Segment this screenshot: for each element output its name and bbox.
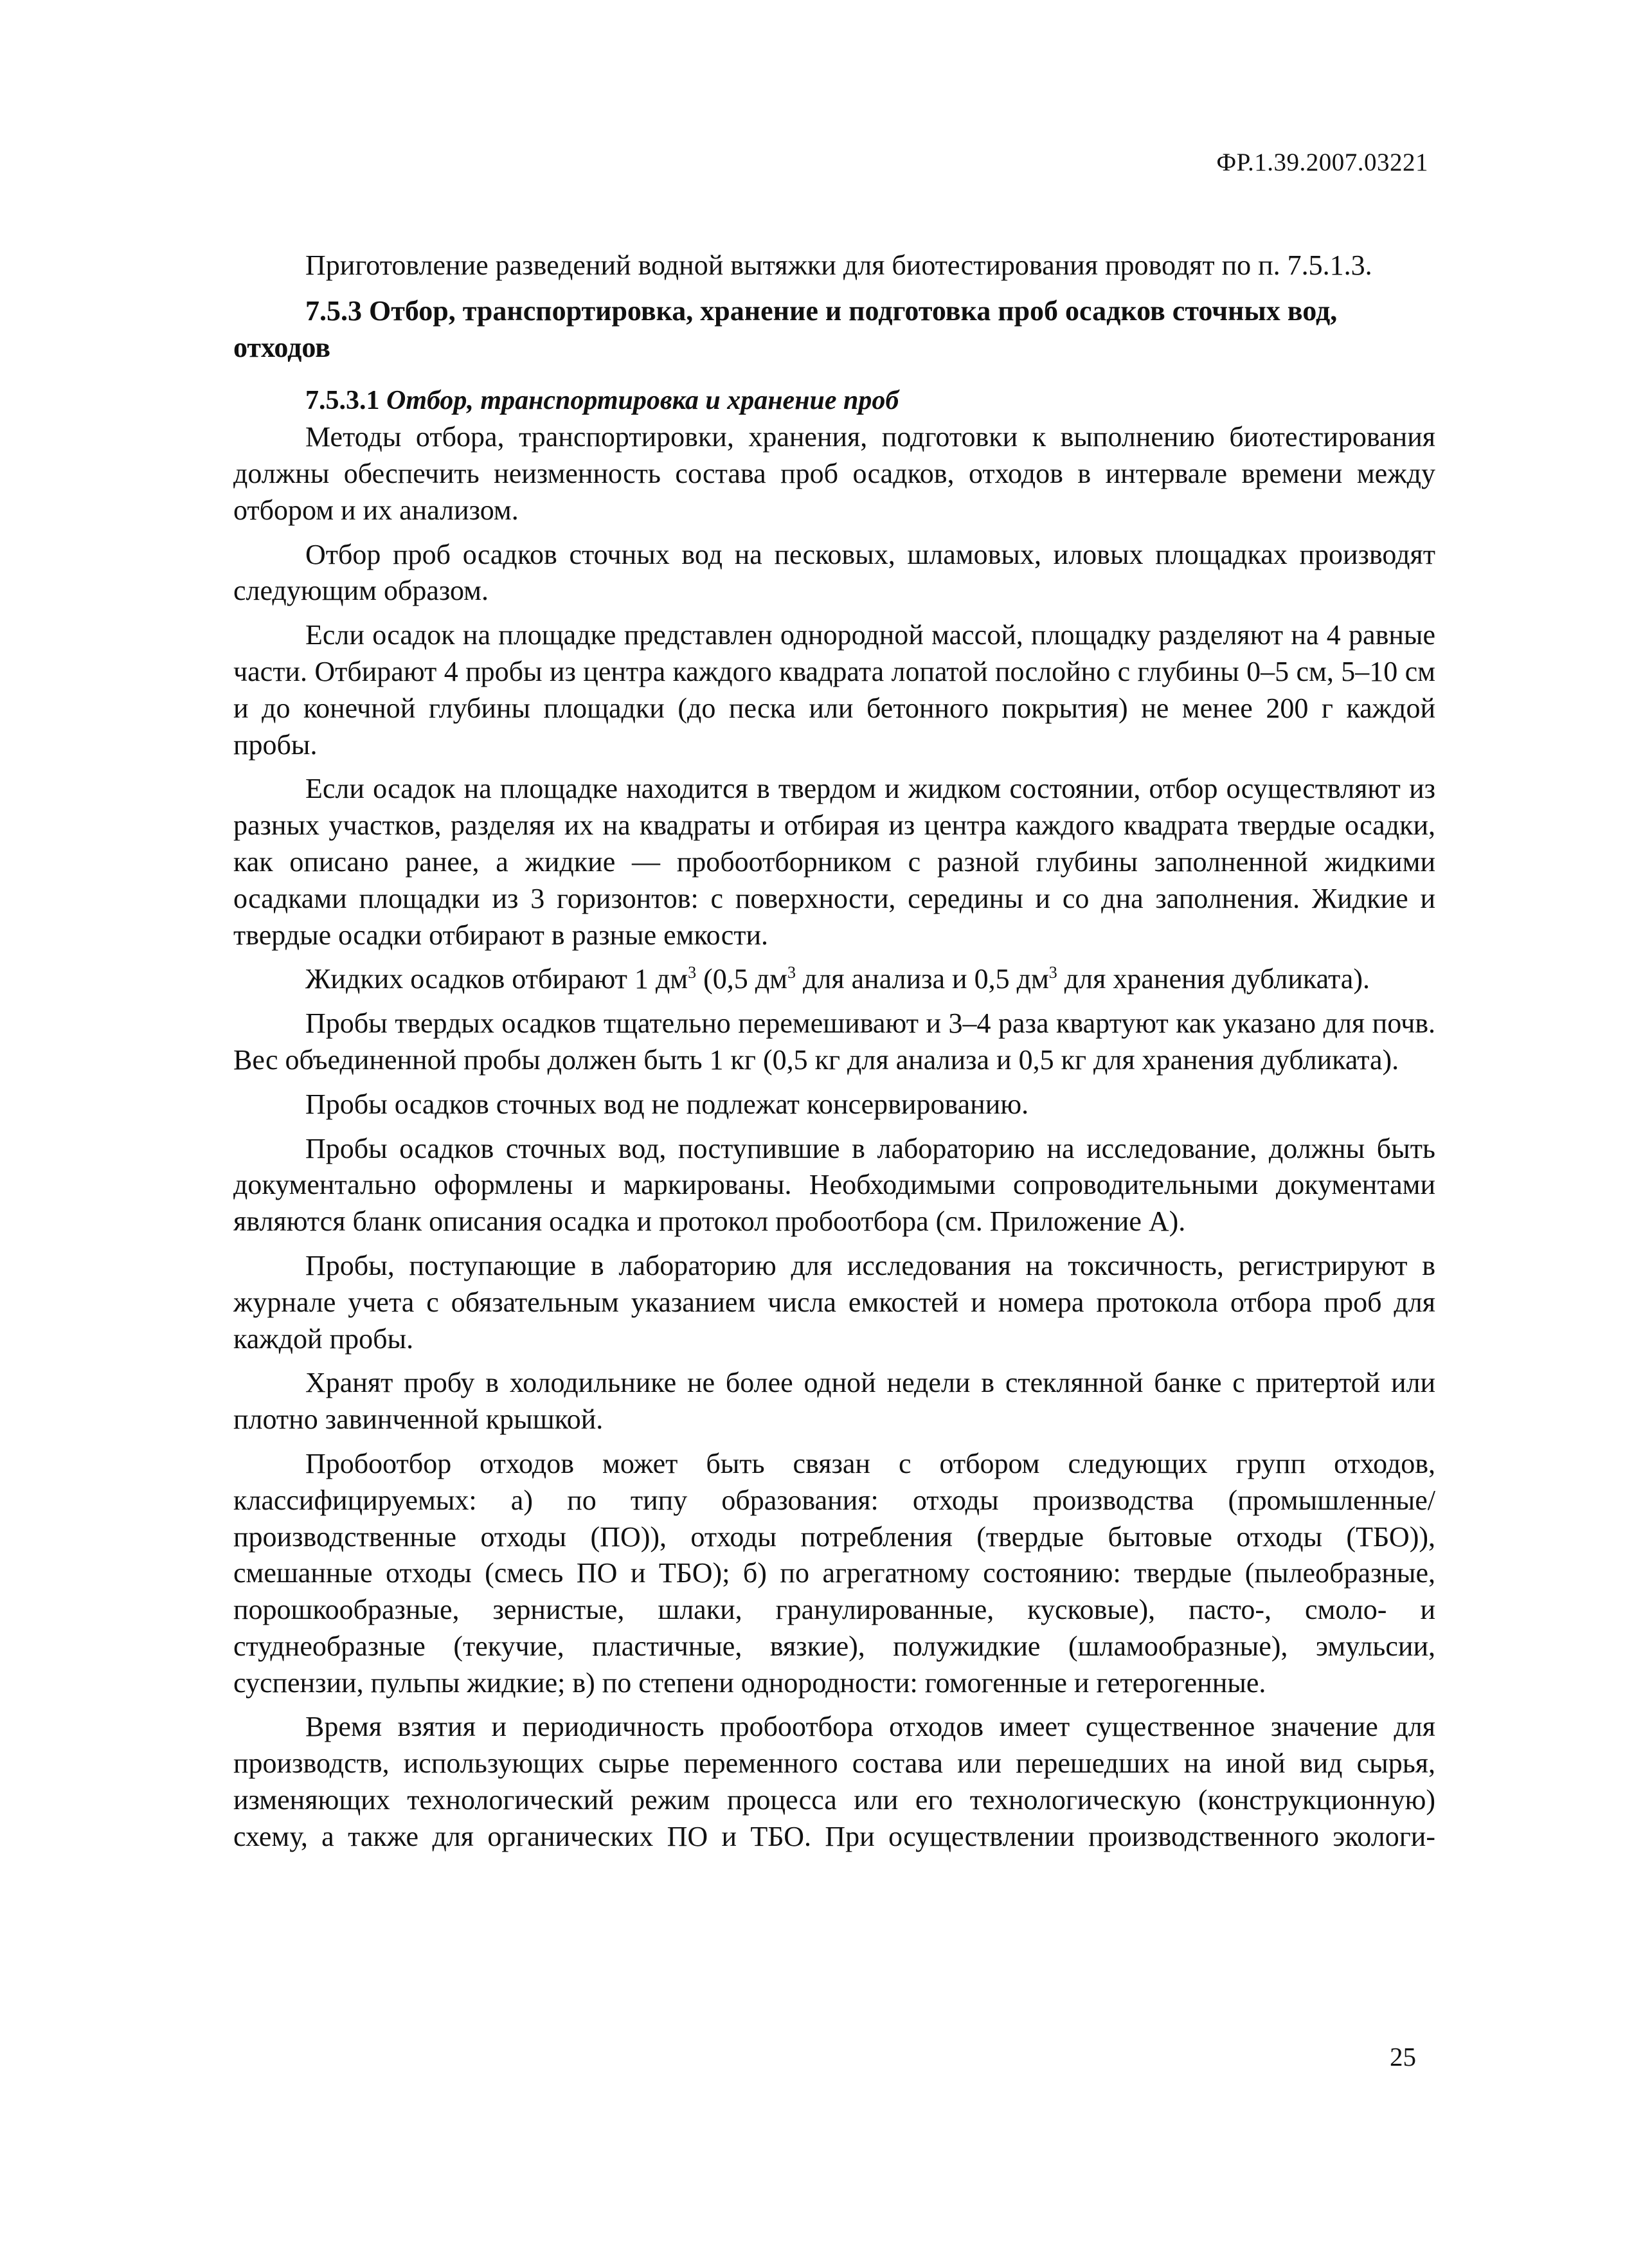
liquid-volume-text-1: Жидких осадков отбирают 1 дм	[305, 963, 688, 995]
paragraph-sampling-methods: Методы отбора, транспортировки, хранения, подготовки к выполнению биотестирования должны обеспечить неизменность состава проб осадков, отходов в интервале времени между отбором и их анализом.	[233, 421, 1435, 526]
paragraph-waste-classification: Пробоотбор отходов может быть связан с отбором следующих групп отходов, классифицируемых: а) по типу образования: отходы производства (промышленные/производственные отходы (ПО)), отходы потребления (твердые бытовые отходы (ТБО)), смешанные отходы (смесь ПО и ТБО); б) по агрегатному состоянию: твердые (пылеобразные, порошкообразные, зернистые, шлаки, гранулированные, кусковые), пасто-, смоло- и студнеобразные (текучие, пластичные, вязкие), полужидкие (шламообразные), эмульсии, суспензии, пульпы жидкие; в) по степени однородности: гомогенные и гетерогенные.	[233, 1447, 1435, 1699]
liquid-volume-text-2: (0,5 дм	[696, 963, 788, 995]
liquid-volume-sup-1: 3	[688, 963, 697, 982]
paragraph-homogeneous-sediment: Если осадок на площадке представлен однородной массой, площадку разделяют на 4 равные части. Отбирают 4 пробы из центра каждого квадрата лопатой послойно с глубины 0–5 см, 5–10 см и до конечной глубины площадки (до песка или бетонного покрытия) не менее 200 г каждой пробы.	[233, 619, 1435, 761]
subsection-number: 7.5.3.1	[305, 386, 380, 416]
liquid-volume-sup-2: 3	[787, 963, 796, 982]
subsection-heading	[233, 383, 1435, 419]
paragraph-storage: Хранят пробу в холодильнике не более одной недели в стеклянной банке с притертой или плотно завинченной крышкой.	[233, 1367, 1435, 1436]
paragraph-solid-quartering: Пробы твердых осадков тщательно перемешивают и 3–4 раза квартуют как указано для почв. Вес объединенной пробы должен быть 1 кг (0,5 кг для анализа и 0,5 кг для хранения дубликата).	[233, 1007, 1435, 1076]
section-heading: 7.5.3 Отбор, транспортировка, хранение и подготовка проб осадков сточных вод, отходов	[233, 294, 1338, 363]
document-body	[233, 248, 1435, 1855]
liquid-volume-text-3: для анализа и 0,5 дм	[796, 963, 1049, 995]
paragraph-sampling-timing: Время взятия и периодичность пробоотбора отходов имеет существенное значение для производств, использующих сырье переменного состава или перешедших на иной вид сырья, изменяющих технологический режим процесса или его технологическую (конструкционную) схему, а также для органических ПО и ТБО. При осуществлении производственного экологи-	[233, 1711, 1435, 1852]
paragraph-no-preservation: Пробы осадков сточных вод не подлежат консервированию.	[305, 1088, 1029, 1120]
intro-paragraph: Приготовление разведений водной вытяжки для биотестирования проводят по п. 7.5.1.3.	[305, 249, 1372, 281]
paragraph-liquid-volume	[233, 961, 1435, 998]
paragraph-sampling-sites: Отбор проб осадков сточных вод на песковых, шламовых, иловых площадках производят следующим образом.	[233, 538, 1435, 607]
liquid-volume-sup-3: 3	[1048, 963, 1057, 982]
paragraph-registration: Пробы, поступающие в лабораторию для исследования на токсичность, регистрируют в журнале учета с обязательным указанием числа емкостей и номера протокола отбора проб для каждой пробы.	[233, 1249, 1435, 1355]
paragraph-solid-liquid-sediment: Если осадок на площадке находится в твердом и жидком состоянии, отбор осуществляют из разных участков, разделяя их на квадраты и отбирая из центра каждого квадрата твердые осадки, как описано ранее, а жидкие — пробоотборником с разной глубины заполненной жидкими осадками площадки из 3 горизонтов: с поверхности, середины и со дна заполнения. Жидкие и твердые осадки отбирают в разные емкости.	[233, 773, 1435, 951]
page-number: 25	[1390, 2042, 1416, 2071]
subsection-title: Отбор, транспортировка и хранение проб	[386, 386, 899, 416]
document-code: ФР.1.39.2007.03221	[1216, 149, 1428, 176]
paragraph-documentation: Пробы осадков сточных вод, поступившие в лабораторию на исследование, должны быть документально оформлены и маркированы. Необходимыми сопроводительными документами являются бланк описания осадка и протокол пробоотбора (см. Приложение А).	[233, 1132, 1435, 1238]
liquid-volume-text-4: для хранения дубликата).	[1057, 963, 1370, 995]
